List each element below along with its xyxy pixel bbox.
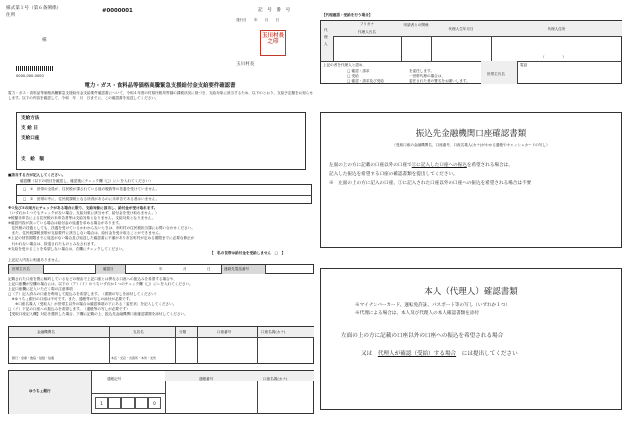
change-line: ※口座名義人（受取人）が世帯主以外の場合は確認事項の下にある「委任状」を記入してください。 bbox=[8, 302, 177, 306]
yucho-code-label: 通帳記号 bbox=[107, 377, 122, 381]
account-number-input[interactable] bbox=[201, 341, 253, 351]
address-label: 住所 bbox=[6, 13, 16, 18]
official-seal-stamp bbox=[260, 30, 286, 56]
agent-birthdate-header: 代理人生年月日 bbox=[448, 27, 474, 31]
month-label: 月 bbox=[183, 267, 187, 271]
payment-info-box bbox=[16, 112, 306, 170]
phone-label: 連絡先電話番号 bbox=[224, 267, 250, 271]
account-holder-header: 口座名義(カナ) bbox=[261, 330, 286, 334]
account-type-header: 分類 bbox=[179, 330, 187, 334]
serial-number: #0000001 bbox=[102, 8, 133, 14]
verify-body-1: 左面の上の方に記載の口座以外の口座で①に記入した口座への振込を希望される場合は、 bbox=[329, 163, 513, 168]
check-option[interactable]: □ 受給 bbox=[347, 74, 359, 78]
digit-cell bbox=[108, 397, 121, 409]
agent-side-label: 代 理 人 bbox=[324, 28, 332, 46]
verify-subtitle: （受取口座の金融機関名、口座番号、口座名義人(カナ)がわかる通帳やキャッシュカードの写し） bbox=[392, 143, 550, 147]
id-subtitle: ※マイナンバーカード、運転免許証、パスポート等の写し（いずれか１つ） bbox=[355, 303, 511, 308]
account-holder-input[interactable] bbox=[261, 341, 311, 351]
account-verification-box bbox=[320, 112, 622, 248]
confirm-intro: 上記記入内容に相違ありません。 bbox=[8, 258, 63, 262]
yucho-number-label: 通帳番号 bbox=[199, 377, 214, 381]
payment-amount-label: 支 給 額 bbox=[21, 157, 44, 162]
agent-heading: 【代理確認・受給を行う場合】 bbox=[322, 13, 373, 17]
note-line: また、住民税課税世帯が支給要件に該当しない場合は、給付金を受け取ることができません。 bbox=[8, 231, 163, 236]
yucho-table bbox=[8, 370, 314, 414]
branch-input[interactable] bbox=[113, 341, 171, 351]
option-b-checkbox[interactable]: □（イ）下記の口座への振込みを希望します。（通帳等の写しが必要です） bbox=[8, 307, 130, 311]
id-title: 本人（代理人）確認書類 bbox=[424, 287, 518, 297]
verify-body-3: ※ 左面の上の方に記入の口座、①に記入された口座以外の口座への振込を希望される場合は不要 bbox=[329, 181, 532, 186]
form-id: 様式第１号（第６条関係） bbox=[6, 6, 62, 11]
change-heading: 記載された口座を既に解約しているなどの理由で上記口座とは異なる口座への振込みを希望する場合や、 bbox=[8, 277, 177, 281]
agent-sign-label: 世帯主氏名 bbox=[487, 72, 505, 76]
honorific: 様 bbox=[42, 38, 47, 43]
household-head-label: 世帯主氏名 bbox=[12, 267, 30, 271]
payment-account-label: 支給口座 bbox=[21, 136, 40, 141]
payment-date-label: 支 給 日 bbox=[21, 126, 38, 131]
confirm-row bbox=[8, 264, 314, 274]
option-a-checkbox[interactable]: □（ア）記入済みの口座を利用して振込みを希望します。（書類の写しを添付してください） bbox=[8, 292, 159, 296]
verify-body-2: 記入した振込を希望する口座の確認書類を提出してください。 bbox=[329, 172, 458, 177]
yucho-holder-input[interactable] bbox=[261, 385, 311, 410]
confirm-date-label: 確認日 bbox=[103, 267, 114, 271]
issue-date-label: 発行日 年 月 日 bbox=[236, 18, 280, 22]
id-subtitle-2: ※代理による場合は、本人及び代理人の本人確認書類を添付 bbox=[355, 311, 480, 316]
note-line: 行われない場合は、辞退されたものとみなされます。 bbox=[8, 241, 98, 246]
branch-header: 支店名 bbox=[133, 330, 144, 334]
yucho-holder-label: 口座名義(カナ) bbox=[263, 377, 288, 381]
agent-table bbox=[320, 20, 622, 84]
id-body-1: 左面の上の方に記載の口座以外の口座への振込を希望される場合 bbox=[341, 333, 504, 339]
change-line: 上記口座欄が空欄の場合には、以下の（ア）（イ）のうちいずれか１つのチェック欄（□）にレを入れてください。 bbox=[8, 282, 193, 286]
record-label: 記 号 番 号 bbox=[258, 8, 291, 13]
note-line: ※税額未申告による住民税の未申告者等は支給対象となりません。支給対象となりません。 bbox=[8, 216, 156, 221]
stamp-text: 玉川村長之印 bbox=[261, 33, 284, 45]
agent-phone-label: （ ） bbox=[541, 55, 567, 59]
account-number-header: 口座番号 bbox=[217, 330, 232, 334]
barcode bbox=[16, 66, 54, 71]
relation-header: 申請者との関係 bbox=[403, 23, 429, 27]
bank-account-table bbox=[8, 326, 314, 364]
agent-tail: を委任します。 一世帯代理の場合は、 委任された者の署名をお願いします。 bbox=[409, 69, 470, 83]
note-line: （いずれか１つでもチェックがない場合、支給対象に該当せず、給付金を受け取れません。） bbox=[8, 211, 159, 215]
yucho-code-digits[interactable] bbox=[95, 397, 161, 409]
document-title: 電力・ガス・食料品等価格高騰緊急支援給付金支給要件確認書 bbox=[84, 83, 236, 89]
change-line: ※ゆうちょ銀行の口座は不可です。また、通帳等の写しの添付が必要です。 bbox=[8, 297, 133, 301]
check-item-1[interactable]: □ ① 世帯の全員が、住民税が課されている他の親族等の扶養を受けていません。 bbox=[23, 187, 160, 191]
agent-address-header: 代理人住所 bbox=[547, 27, 566, 31]
digit-cell: 0 bbox=[148, 397, 161, 409]
agent-check-options[interactable] bbox=[347, 69, 384, 84]
payment-method-label: 支給方法 bbox=[21, 116, 40, 121]
bank-name-input[interactable] bbox=[11, 341, 105, 351]
agent-name-header: 代理人氏名 bbox=[358, 30, 376, 34]
agent-name-input[interactable] bbox=[335, 39, 399, 59]
change-lines bbox=[8, 282, 320, 317]
bank-type-options: 銀行・金庫・農協・信組・信連 bbox=[12, 356, 55, 360]
day-label: 日 bbox=[207, 267, 211, 271]
note-line: ※支給を受けることを希望しない場合は、右欄にチェックしてください。 bbox=[8, 246, 126, 251]
mayor-name: 玉川村長 bbox=[236, 62, 255, 67]
note-line: 住民税の扶養としても、扶養を受けているかわからないときは、市町村の住民税担当課にお問い合わせください。 bbox=[8, 226, 195, 231]
phone-label: 電話 bbox=[520, 63, 528, 67]
household-head-signature-input[interactable] bbox=[520, 69, 618, 81]
change-line: 【受取口座記入欄】対応を選択した場合、下欄に記載の上、振込先金融機関口座確認書類を添付してください。 bbox=[8, 312, 188, 316]
furigana-header: フリガナ bbox=[359, 22, 375, 26]
warning-text: ※①及び②の両方にチェックがある場合に限り、支給対象に該当し、給付金が受け取れます。 bbox=[8, 206, 158, 210]
year-label: 年 bbox=[159, 267, 163, 271]
branch-type-options: 本店・支店・出張所・本所・支所 bbox=[111, 356, 157, 360]
check-option[interactable]: □ 確認・請求 bbox=[347, 69, 370, 73]
digit-cell: 1 bbox=[95, 397, 108, 409]
note-line: ※上記の回答期限までに返送がない場合及び返送した確認書に不備があり市区町村が定める期限までに必要な修正が bbox=[8, 236, 195, 241]
decline-checkbox[interactable]: 【 私の世帯は給付金を受給しません □ 】 bbox=[210, 251, 286, 255]
check-option[interactable]: □ 確認・請求及び受給 bbox=[347, 79, 384, 83]
bank-name-header: 金融機関名 bbox=[37, 330, 55, 334]
check-box-group bbox=[16, 184, 312, 204]
note-heading: ■該当する方が記入してください。 bbox=[8, 173, 66, 177]
yucho-bank-name: ゆうちょ銀行 bbox=[29, 389, 51, 393]
note-line: ※確認内容が誤っている場合は給付金の返還を求める場合があります。 bbox=[8, 221, 123, 226]
check-intro: 確認欄（以下の項目を確認し、確認後にチェック欄（□）にレを入れてください） bbox=[20, 179, 153, 183]
small-code: 0000-000-0000 bbox=[16, 74, 44, 78]
id-verification-box bbox=[320, 268, 622, 410]
notes-list bbox=[8, 211, 318, 252]
intro-text: 電力・ガス・食料品等価格高騰緊急支援給付金支給要件確認書について、令和４年度の村県民税均等割の課税状況に基づき、支給対象に該当するため、以下のとおり、支給予定額をお知らせします。以下の内容を確認して、令和 年 月 日までに、この確認書を返送してください。 bbox=[8, 91, 313, 101]
agent-note: 上記の者を代理人と認め、 bbox=[323, 63, 366, 67]
id-body-2: 又は 代理人が確認（受給）する場合 には提出してください bbox=[361, 351, 518, 357]
digit-cell bbox=[121, 397, 134, 409]
change-line: 上記口座欄に記入いただく際の注意事項 bbox=[8, 287, 73, 291]
yucho-number-input[interactable] bbox=[169, 385, 253, 410]
verify-title: 振込先金融機関口座確認書類 bbox=[415, 129, 527, 139]
digit-cell bbox=[135, 397, 148, 409]
check-item-2[interactable]: □ ② 世帯の中に、住民税課税となる所得があるのに未申告である者はいません。 bbox=[23, 197, 160, 201]
